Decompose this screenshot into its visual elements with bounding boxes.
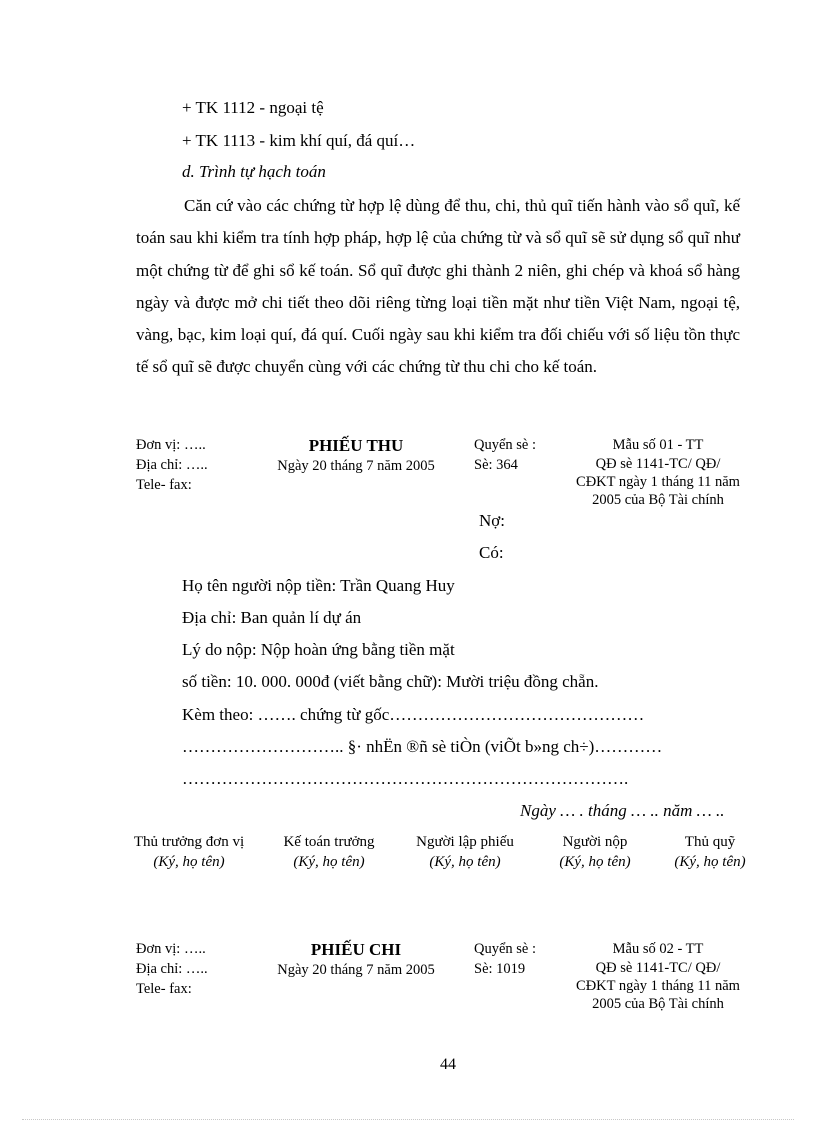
intro-paragraph: Căn cứ vào các chứng từ hợp lệ dùng để thu, chi, thủ quĩ tiến hành vào sổ quĩ, kế toán sau khi kiểm tra tính hợp pháp, hợp lệ của chứng từ và sổ quĩ sẽ sử dụng sổ quĩ như một chứng từ để ghi sổ kế toán. Sổ quĩ được ghi thành 2 niên, ghi chép và khoá sổ hàng ngày và được mở chi tiết theo dõi riêng từng loại tiền mặt như tiền Việt Nam, ngoại tệ, vàng, bạc, kim loại quí, đá quí. Cuối ngày sau khi kiểm tra đối chiếu với số liệu tồn thực tế sổ quĩ sẽ được chuyển cùng với các chứng từ thu chi cho kế toán. <box>136 196 740 377</box>
chi-qd-2: CĐKT ngày 1 tháng 11 năm <box>576 978 740 994</box>
signature-role: Kế toán trưởng <box>283 834 375 850</box>
signature-nguoi-lap-phieu <box>400 832 530 872</box>
thu-co: Có: <box>479 543 504 562</box>
page-number: 44 <box>440 1056 456 1073</box>
tk1112-line: + TK 1112 - ngoại tệ <box>182 98 324 117</box>
thu-ngay-thang: Ngày … . tháng … .. năm … .. <box>520 801 725 820</box>
signature-role: Người lập phiếu <box>416 834 514 850</box>
signature-note: (Ký, họ tên) <box>293 854 365 870</box>
thu-ho-ten: Họ tên người nộp tiền: Trần Quang Huy <box>182 576 455 595</box>
thu-da-nhan: ……………………….. §· nhËn ®ñ sè tiÒn (viÕt b»ng ch÷)………… <box>182 737 663 756</box>
thu-dots-line: ……………………………………………………………………. <box>182 769 629 788</box>
thu-ly-do: Lý do nộp: Nộp hoàn ứng bằng tiền mặt <box>182 640 455 659</box>
chi-dia-chi: Địa chỉ: ….. <box>136 961 208 977</box>
thu-dia-chi: Địa chỉ: ….. <box>136 457 208 473</box>
thu-qd-3: 2005 của Bộ Tài chính <box>592 492 724 508</box>
signature-role: Người nộp <box>562 834 628 850</box>
signature-ke-toan-truong <box>266 832 392 872</box>
signature-note: (Ký, họ tên) <box>559 854 631 870</box>
thu-date: Ngày 20 tháng 7 năm 2005 <box>277 458 435 474</box>
thu-quyen-so: Quyển sè : <box>474 437 537 453</box>
chi-qd-1: QĐ sè 1141-TC/ QĐ/ <box>595 960 721 976</box>
chi-quyen-so: Quyển sè : <box>474 941 537 957</box>
chi-tele-fax: Tele- fax: <box>136 981 192 997</box>
thu-tele-fax: Tele- fax: <box>136 477 192 493</box>
thu-title: PHIẾU THU <box>308 436 404 455</box>
thu-no: Nợ: <box>479 511 505 530</box>
section-heading-d: d. Trình tự hạch toán <box>182 162 326 181</box>
chi-mau-so: Mẫu số 02 - TT <box>612 941 704 957</box>
chi-qd-3: 2005 của Bộ Tài chính <box>592 996 724 1012</box>
chi-don-vi: Đơn vị: ….. <box>136 941 206 957</box>
signature-role: Thủ quỹ <box>684 834 736 850</box>
chi-date: Ngày 20 tháng 7 năm 2005 <box>277 962 435 978</box>
thu-dia-chi-nop: Địa chỉ: Ban quản lí dự án <box>182 608 362 627</box>
thu-mau-so: Mẫu số 01 - TT <box>612 437 704 453</box>
thu-don-vi: Đơn vị: ….. <box>136 437 206 453</box>
thu-qd-1: QĐ sè 1141-TC/ QĐ/ <box>595 456 721 472</box>
tk1113-line: + TK 1113 - kim khí quí, đá quí… <box>182 131 416 150</box>
signature-thu-quy <box>660 832 760 872</box>
thu-so: Sè: 364 <box>474 457 518 473</box>
thu-qd-2: CĐKT ngày 1 tháng 11 năm <box>576 474 740 490</box>
signature-role: Thủ trưởng đơn vị <box>133 834 245 850</box>
chi-title: PHIẾU CHI <box>310 940 402 959</box>
signature-note: (Ký, họ tên) <box>674 854 746 870</box>
signature-thu-truong <box>126 832 252 872</box>
page-bottom-divider <box>22 1119 794 1120</box>
signature-note: (Ký, họ tên) <box>153 854 225 870</box>
signature-note: (Ký, họ tên) <box>429 854 501 870</box>
thu-kem-theo: Kèm theo: ……. chứng từ gốc……………………………………… <box>182 705 645 724</box>
signature-nguoi-nop <box>540 832 650 872</box>
chi-so: Sè: 1019 <box>474 961 526 977</box>
thu-so-tien: số tiền: 10. 000. 000đ (viết bằng chữ): Mười triệu đồng chẵn. <box>182 672 599 691</box>
